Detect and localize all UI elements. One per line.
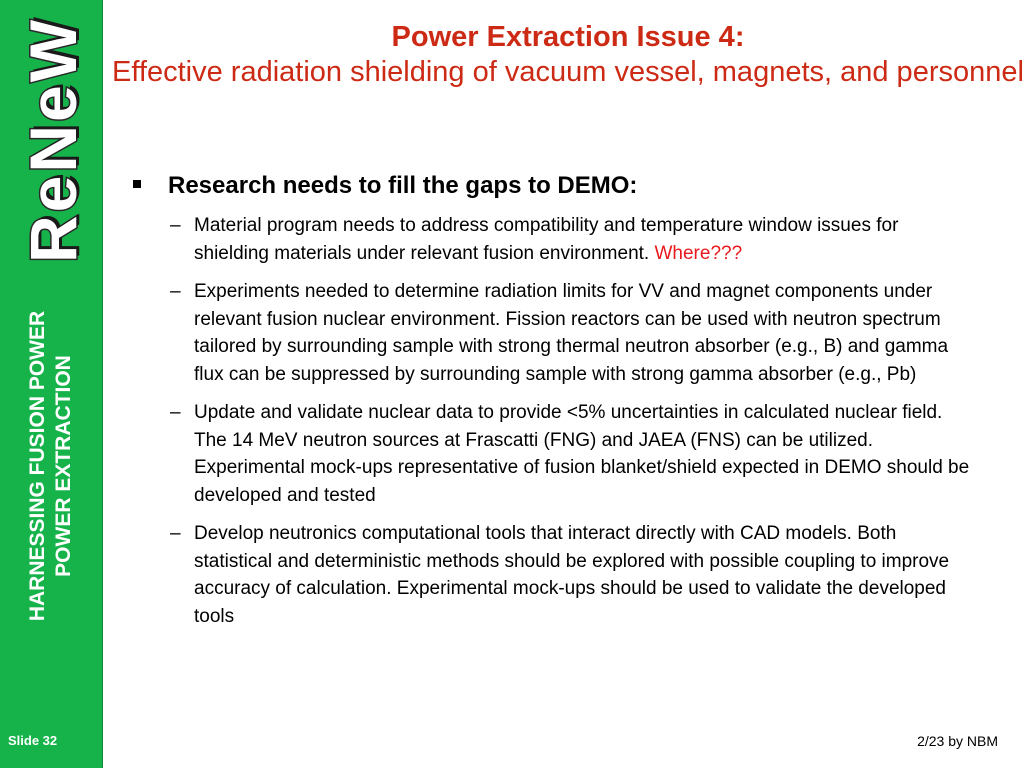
title-line2: Effective radiation shielding of vacuum vessel, magnets, and personnel [112,56,1024,88]
title-line1: Power Extraction Issue 4: [391,21,745,53]
slide-number: Slide 32 [8,733,58,748]
list-item-text: Update and validate nuclear data to provide <5% uncertainties in calculated nuclear field. The 14 MeV neutron sources at Frascatti (FNG) and JAEA (FNS) can be utilized. Experimental mock-ups representative of fusion blanket/shield expected in DEMO should be developed and tested [194,402,970,506]
list-item [0,520,1024,630]
list-item-text [194,212,974,267]
dash-bullet-icon: – [170,281,181,302]
list-item-body: Material program needs to address compatibility and temperature window issues for shielding materials under relevant fusion environment. [194,215,899,264]
main-bullet-text: Research needs to fill the gaps to DEMO: [168,172,638,199]
sub-bullet-list [0,212,1024,641]
list-item [0,399,1024,509]
dash-bullet-icon: – [170,402,181,423]
vertical-title-line2: POWER EXTRACTION [52,355,75,577]
square-bullet-icon [133,180,141,188]
list-item-text: Develop neutronics computational tools that interact directly with CAD models. Both statistical and deterministic methods should be explored with possible coupling to improve accuracy of calculation. Experimental mock-ups should be used to validate the developed tools [194,523,950,627]
highlight-text: Where??? [654,242,743,264]
list-item-text: Experiments needed to determine radiation limits for VV and magnet components under relevant fusion nuclear environment. Fission reactors can be used with neutron spectrum tailored by surrounding sample with strong thermal neutron absorber (e.g., B) and gamma flux can be suppressed by surrounding sample with strong gamma absorber (e.g., Pb) [194,281,949,385]
footer-credit: 2/23 by NBM [917,733,998,749]
vertical-title-line1: HARNESSING FUSION POWER [26,310,49,622]
renew-logo: ReNeW [16,16,90,264]
list-item [0,278,1024,388]
slide-title [112,20,1024,89]
dash-bullet-icon: – [170,523,181,544]
main-bullet [0,170,1024,202]
dash-bullet-icon: – [170,215,181,236]
list-item [0,212,1024,267]
